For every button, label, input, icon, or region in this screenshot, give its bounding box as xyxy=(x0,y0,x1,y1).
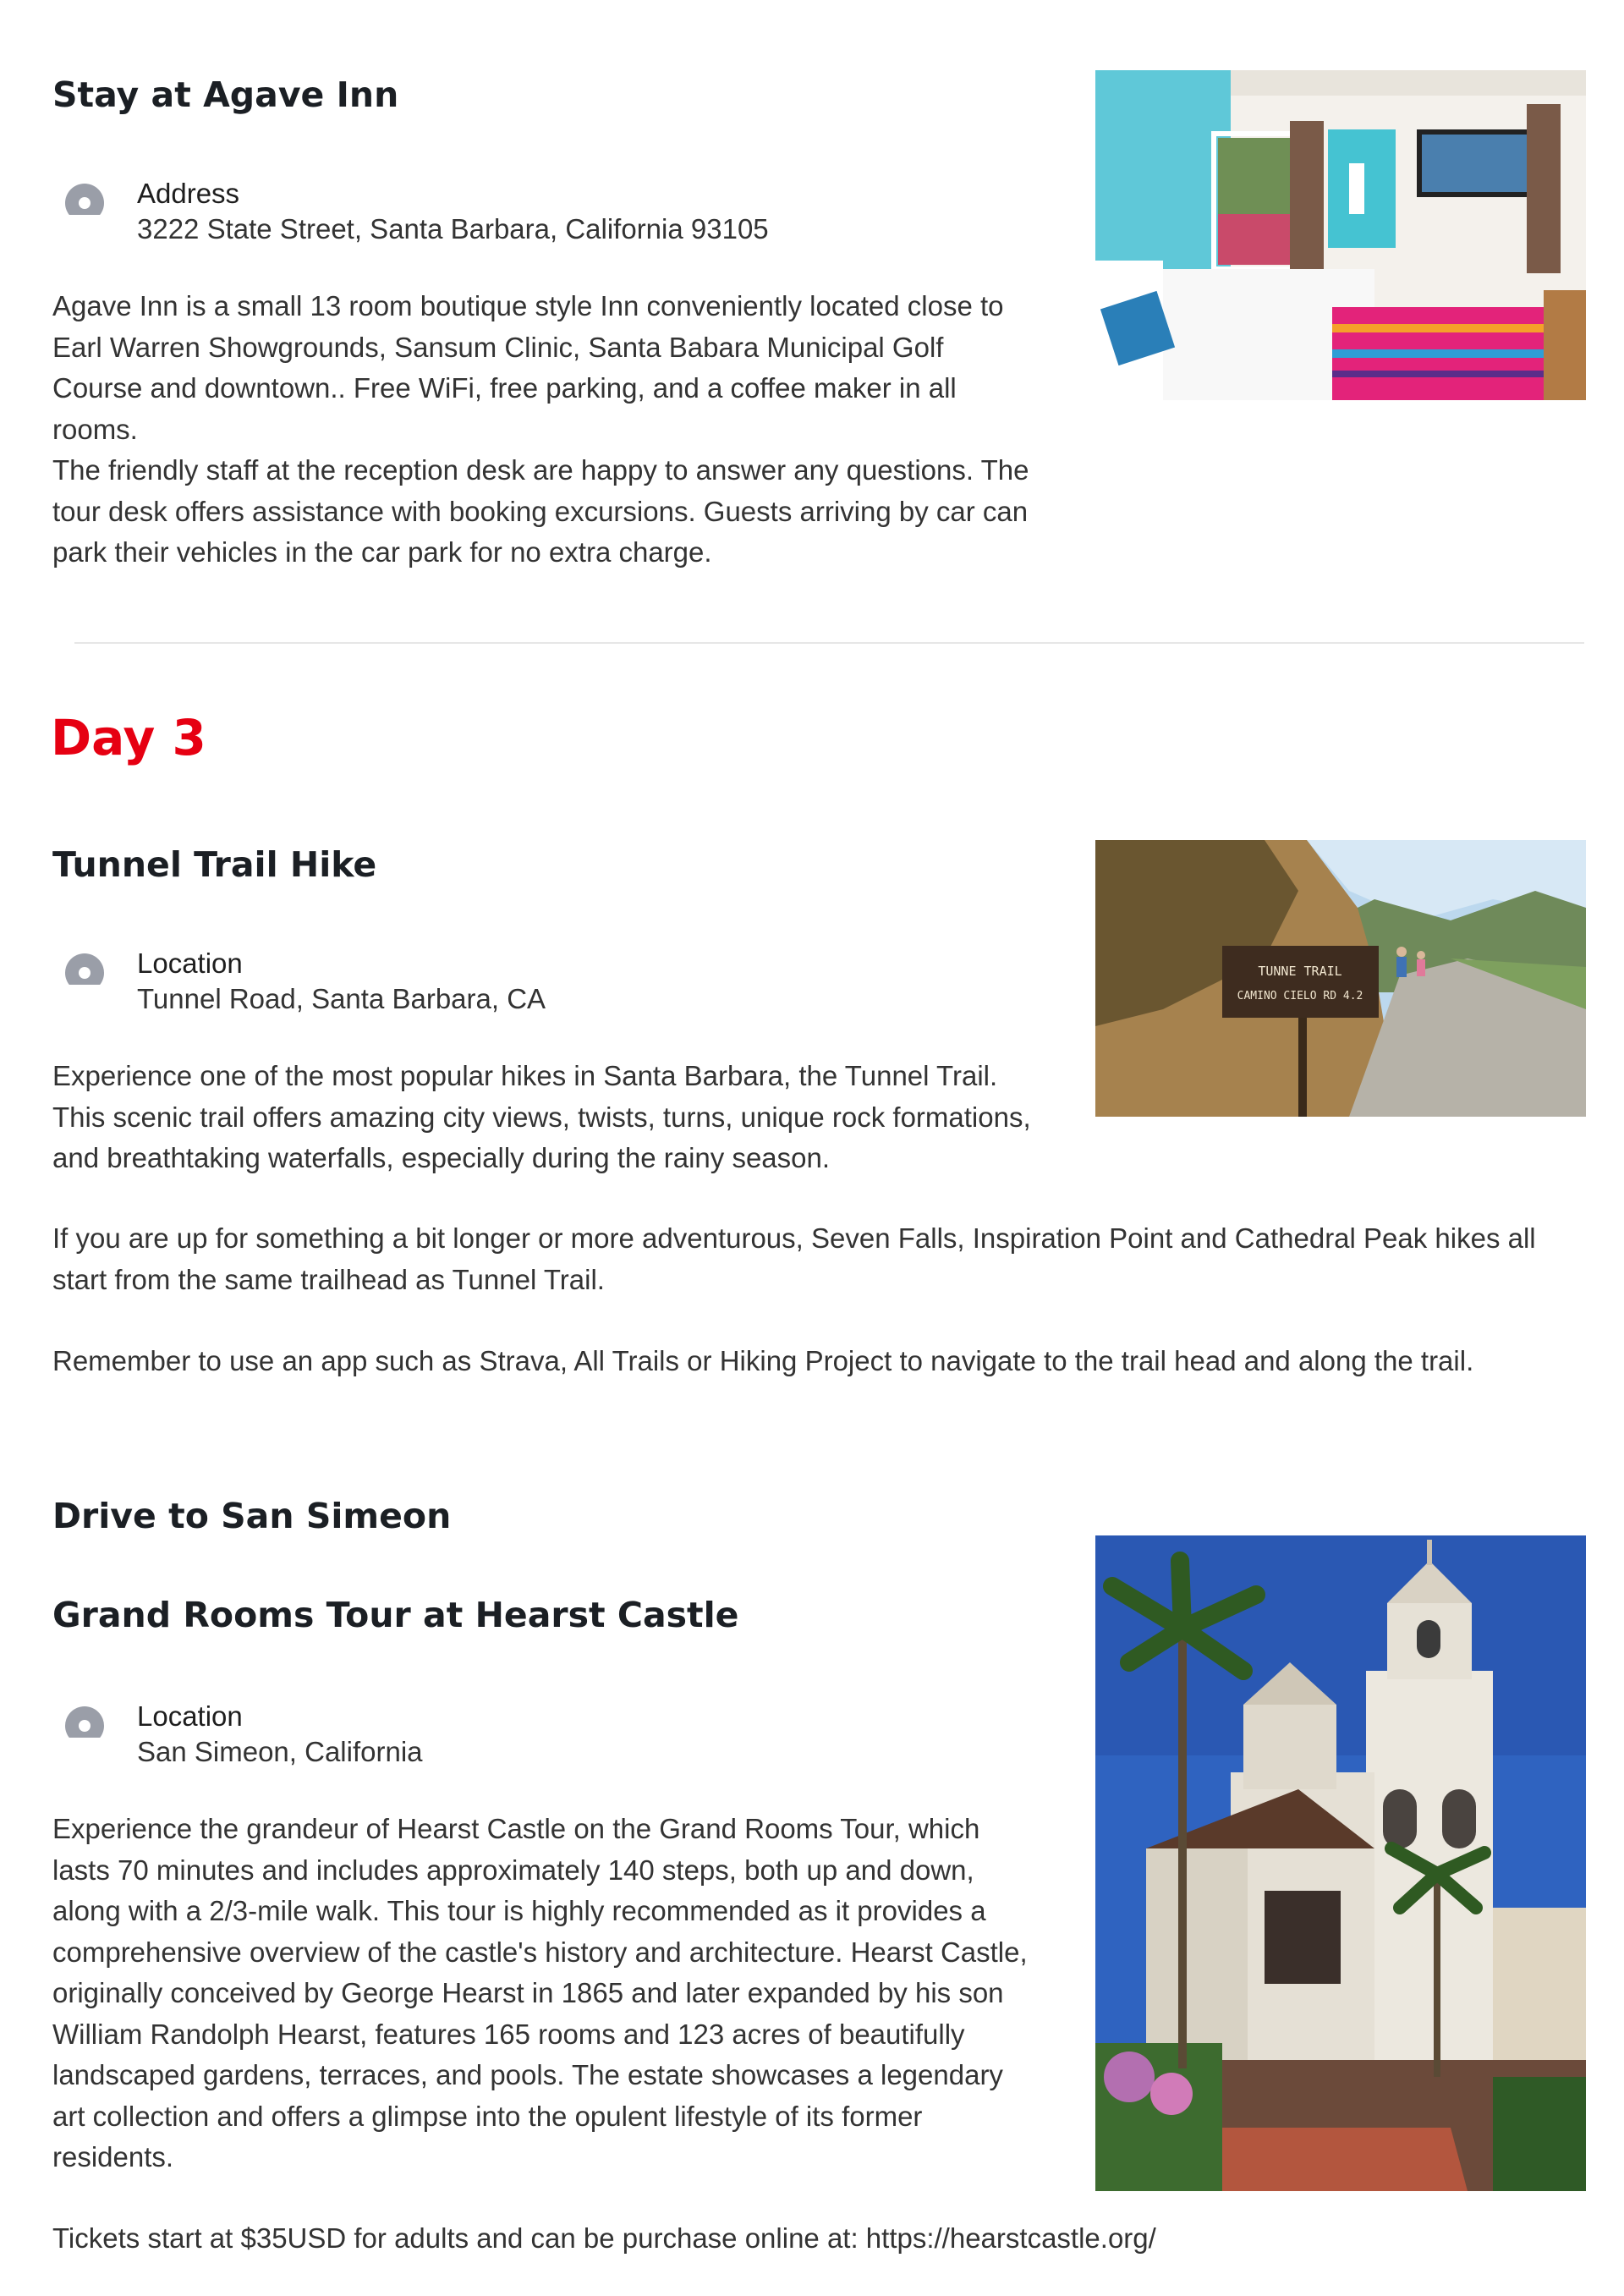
section-divider xyxy=(74,642,1584,644)
location-pin-icon xyxy=(64,1706,105,1746)
stay-paragraph: Agave Inn is a small 13 room boutique style Inn conveniently located close to Earl Warren Showgrounds, Sansum Clinic, Santa Babara Municipal Golf Course and downtown.. Free WiFi, free parking, and a coffee maker in all rooms. xyxy=(52,290,1004,445)
castle-description: Experience the grandeur of Hearst Castle on the Grand Rooms Tour, which lasts 70 minutes and includes approximately 140 steps, both up and down, along with a 2/3-mile walk. This tour is highly recommended as it provides a comprehensive overview of the castle's history and architecture. Hearst Castle, originally conceived by George Hearst in 1865 and later expanded by his son William Randolph Hearst, features 165 rooms and 123 acres of beautifully landscaped gardens, terraces, and pools. The estate showcases a legendary art collection and offers a glimpse into the opulent lifestyle of its former residents. xyxy=(52,1813,1028,2172)
stay-title: Stay at Agave Inn xyxy=(52,74,399,115)
stay-description xyxy=(52,286,1034,574)
sign-line-1: TUNNE TRAIL xyxy=(1258,964,1342,979)
tunnel-trail-photo xyxy=(1095,840,1586,1117)
hike-title: Tunnel Trail Hike xyxy=(52,844,377,885)
sign-line-2: CAMINO CIELO RD 4.2 xyxy=(1237,990,1363,1002)
hearst-castle-photo xyxy=(1095,1535,1586,2191)
location-label: Location xyxy=(137,948,243,979)
stay-paragraph: The friendly staff at the reception desk are happy to answer any questions. The tour desk offers assistance with booking excursions. Guests arriving by car can park their vehicles in the car park for no extra charge. xyxy=(52,454,1029,568)
location-label: Location xyxy=(137,1700,243,1732)
stay-address xyxy=(64,176,769,247)
location-value: Tunnel Road, Santa Barbara, CA xyxy=(137,983,546,1014)
hike-app-tip: Remember to use an app such as Strava, All Trails or Hiking Project to navigate to the trail head and along the trail. xyxy=(52,1345,1474,1376)
location-value: San Simeon, California xyxy=(137,1736,423,1767)
day-title: Day 3 xyxy=(51,709,206,766)
location-pin-icon xyxy=(64,183,105,223)
drive-title: Drive to San Simeon xyxy=(52,1496,452,1536)
location-pin-icon xyxy=(64,953,105,993)
agave-inn-room-photo xyxy=(1095,70,1586,400)
hike-description: Experience one of the most popular hikes in Santa Barbara, the Tunnel Trail. This scenic trail offers amazing city views, twists, turns, unique rock formations, and breathtaking waterfalls, especially during the rainy season. xyxy=(52,1060,1031,1173)
address-label: Address xyxy=(137,178,240,209)
castle-title: Grand Rooms Tour at Hearst Castle xyxy=(52,1595,739,1635)
hike-location xyxy=(64,946,546,1017)
castle-location xyxy=(64,1699,423,1770)
hike-alternatives: If you are up for something a bit longer or more adventurous, Seven Falls, Inspiration Point and Cathedral Peak hikes all start from the same trailhead as Tunnel Trail. xyxy=(52,1222,1536,1295)
castle-tickets: Tickets start at $35USD for adults and can be purchase online at: https://hearstcastle.org/ xyxy=(52,2222,1156,2254)
address-value: 3222 State Street, Santa Barbara, California 93105 xyxy=(137,213,769,244)
